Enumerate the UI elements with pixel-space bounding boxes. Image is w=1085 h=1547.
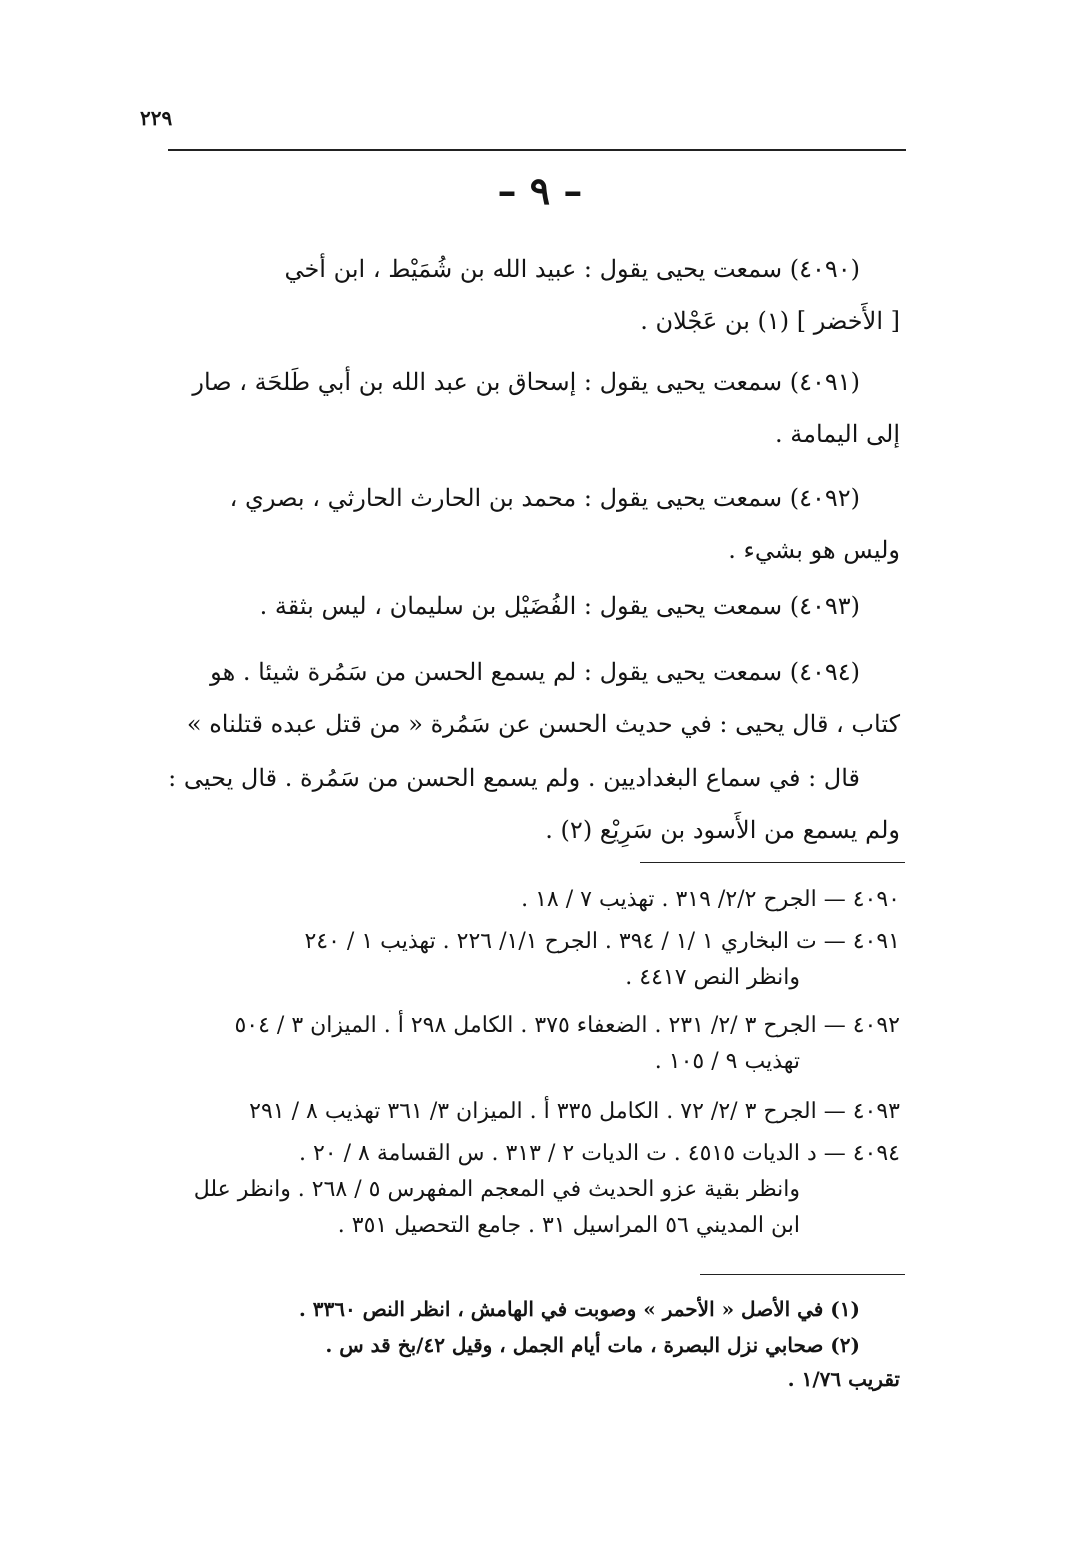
- note-4094: [170, 1136, 900, 1244]
- note-4091: [170, 924, 900, 996]
- header-rule: [168, 149, 906, 151]
- notes-separator: [640, 862, 905, 863]
- entry-4090: [180, 243, 900, 347]
- note-line: وانظر النص ٤٤١٧ .: [625, 965, 800, 990]
- note-line: وانظر بقية عزو الحديث في المعجم المفهرس ٥ / ٢٦٨ . وانظر علل: [193, 1177, 800, 1202]
- note-line: ٤٠٩٤ — د الديات ٤٥١٥ . ت الديات ٢ / ٣١٣ . س القسامة ٨ / ٢٠ .: [298, 1141, 900, 1166]
- entry-line: ولم يسمع من الأَسود بن سَرِيْع (٢) .: [545, 816, 900, 844]
- section-heading: – ٩ –: [497, 168, 583, 213]
- note-line: ابن المديني ٥٦ المراسيل ٣١ . جامع التحصيل ٣٥١ .: [337, 1213, 800, 1238]
- entry-line: قال : في سماع البغداديين . ولم يسمع الحسن من سَمُرة . قال يحيى :: [168, 764, 860, 792]
- note-4090: [170, 882, 900, 918]
- footnote-2: [170, 1328, 900, 1396]
- footnotes-separator: [700, 1274, 905, 1275]
- entry-line: (٤٠٩٣) سمعت يحيى يقول : الفُضَيْل بن سليمان ، ليس بثقة .: [259, 592, 860, 620]
- entry-4094: [180, 646, 900, 750]
- entry-line: كتاب ، قال يحيى : في حديث الحسن عن سَمُرة « من قتل عبده قتلناه »: [186, 710, 900, 738]
- entry-line: إلى اليمامة .: [774, 420, 900, 448]
- page-number: ٢٢٩: [140, 106, 173, 130]
- note-4093: [170, 1094, 900, 1130]
- entry-4093: [180, 580, 900, 632]
- entry-line: وليس هو بشيء .: [728, 536, 900, 564]
- note-line: ٤٠٩٢ — الجرح ٣ /٢/ ٢٣١ . الضعفاء ٣٧٥ . الكامل ٢٩٨ أ . الميزان ٣ / ٥٠٤: [234, 1013, 900, 1038]
- note-line: ٤٠٩٠ — الجرح ٢/٢/ ٣١٩ . تهذيب ٧ / ١٨ .: [521, 887, 900, 912]
- entry-line: (٤٠٩٢) سمعت يحيى يقول : محمد بن الحارث الحارثي ، بصري ،: [229, 484, 860, 512]
- note-line: ٤٠٩٣ — الجرح ٣ /٢/ ٧٢ . الكامل ٣٣٥ أ . الميزان ٣/ ٣٦١ تهذيب ٨ / ٢٩١: [249, 1099, 900, 1124]
- footnote-line: تقريب ١/٧٦ .: [787, 1367, 900, 1391]
- note-line: تهذيب ٩ / ١٠٥ .: [654, 1049, 800, 1074]
- entry-4094-continued: [168, 752, 900, 856]
- note-line: ٤٠٩١ — ت البخاري ١ /١ / ٣٩٤ . الجرح ١/١/ ٢٢٦ . تهذيب ١ / ٢٤٠: [304, 929, 900, 954]
- entry-4091: [180, 356, 900, 460]
- entry-line: (٤٠٩٠) سمعت يحيى يقول : عبيد الله بن شُمَيْط ، ابن أخي: [284, 255, 860, 283]
- footnote-line: (٢) صحابي نزل البصرة ، مات أيام الجمل ، وقيل ٤٢/بخ قد س .: [325, 1333, 860, 1357]
- footnote-1: [170, 1292, 900, 1326]
- note-4092: [170, 1008, 900, 1080]
- footnote-line: (١) في الأصل « الأحمر » وصوبت في الهامش ، انظر النص ٣٣٦٠ .: [298, 1297, 860, 1321]
- entry-line: (٤٠٩١) سمعت يحيى يقول : إسحاق بن عبد الله بن أبي طَلحَة ، صار: [192, 368, 860, 396]
- entry-line: (٤٠٩٤) سمعت يحيى يقول : لم يسمع الحسن من سَمُرة شيئا . هو: [210, 658, 860, 686]
- entry-line: [ الأَخضر ] (١) بن عَجْلان .: [640, 307, 900, 335]
- entry-4092: [180, 472, 900, 576]
